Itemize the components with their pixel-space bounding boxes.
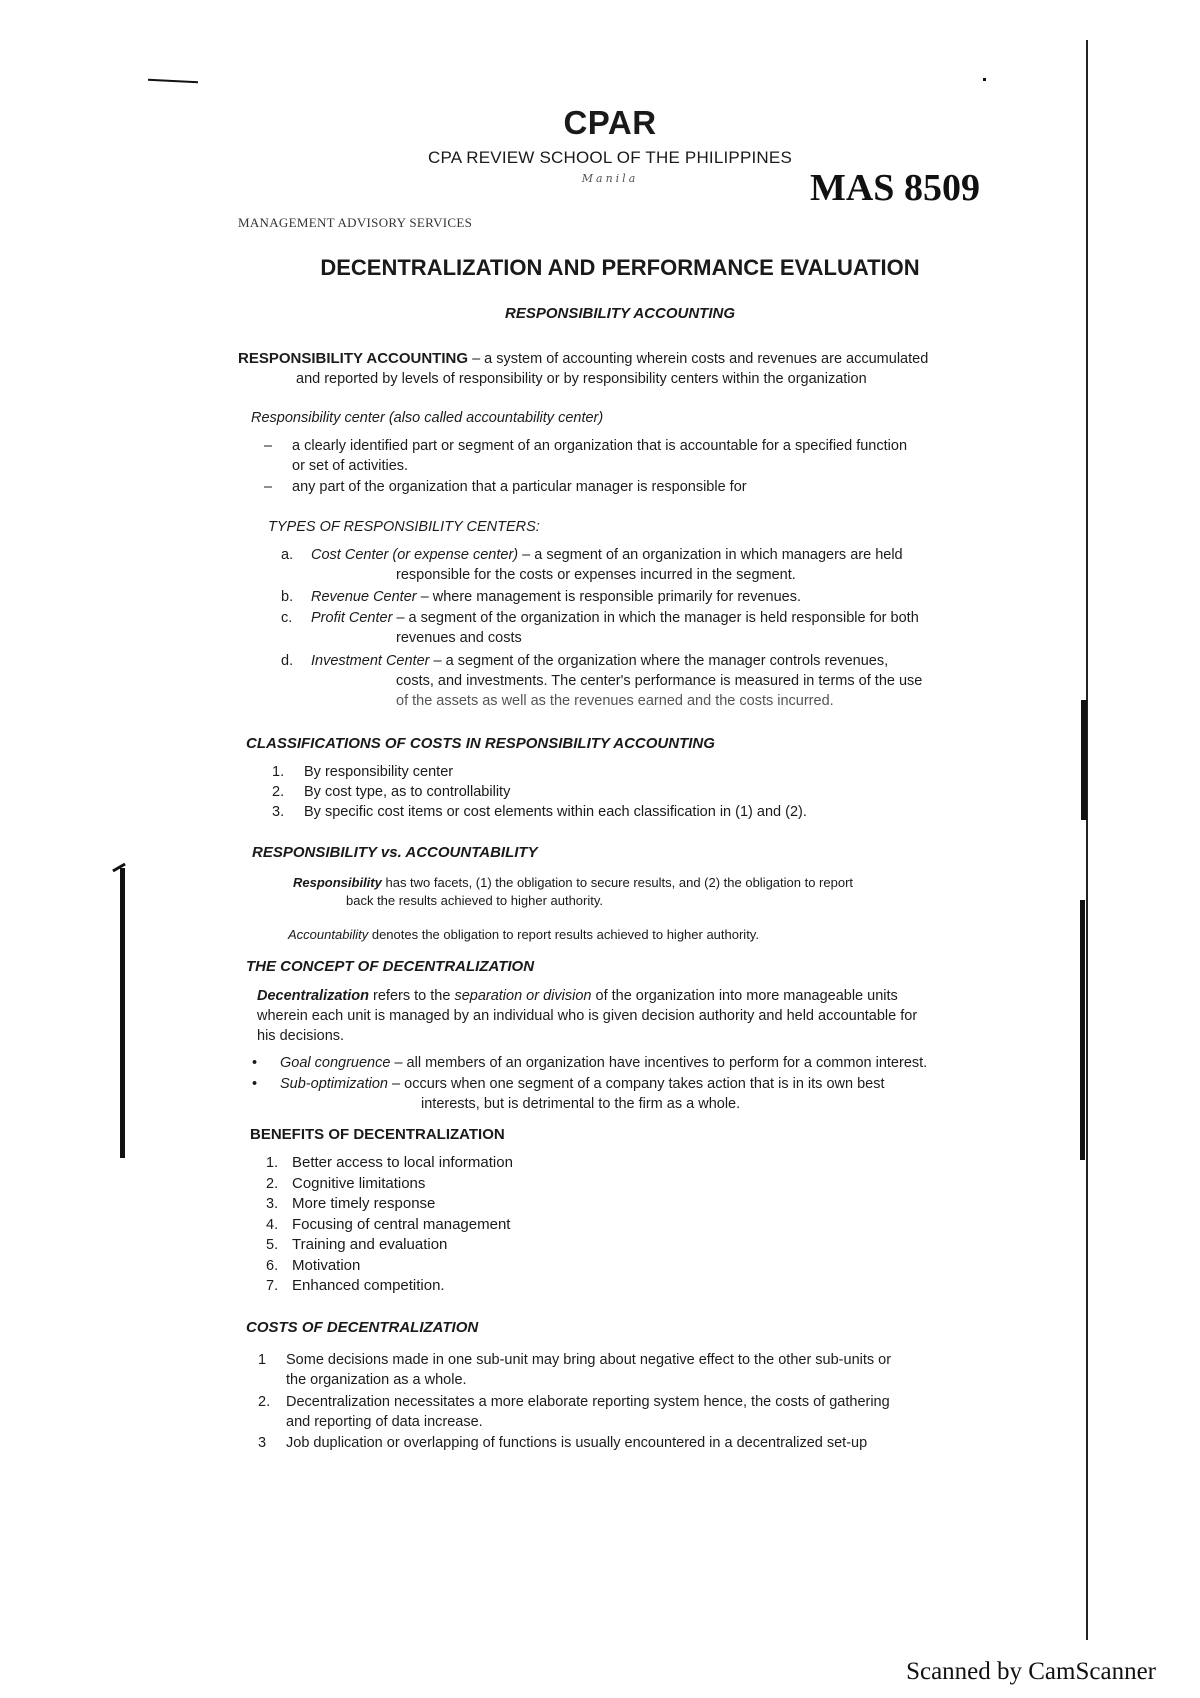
type-item-profit-center	[281, 608, 919, 648]
dash-marker: –	[264, 479, 273, 495]
list-item: 3. By specific cost items or cost elements within each classification in (1) and (2).	[272, 804, 807, 820]
type-desc: – a segment of the organization in which the manager is held responsible for both	[396, 610, 919, 626]
type-letter: b.	[281, 589, 294, 605]
responsibility-definition-cont: back the results achieved to higher authority.	[346, 893, 604, 908]
list-item: 4. Focusing of central management	[266, 1215, 511, 1233]
type-desc-cont: responsible for the costs or expenses incurred in the segment.	[396, 567, 796, 583]
resp-center-heading: Responsibility center (also called accountability center)	[251, 410, 604, 426]
responsibility-definition: Responsibility has two facets, (1) the obligation to secure results, and (2) the obligation to report	[293, 875, 854, 890]
list-item: 5. Training and evaluation	[266, 1236, 448, 1253]
definition-line-1	[238, 349, 998, 369]
list-item: 2. Cognitive limitations	[266, 1174, 426, 1192]
scan-edge-right-bold-2	[1080, 900, 1085, 1160]
scan-dot	[983, 78, 986, 81]
definition-line-2: and reported by levels of responsibility or by responsibility centers within the organization	[296, 371, 867, 387]
type-desc: – a segment of an organization in which managers are held	[522, 547, 903, 563]
dash-marker: –	[264, 438, 273, 454]
classifications-heading: CLASSIFICATIONS OF COSTS IN RESPONSIBILITY ACCOUNTING	[246, 735, 715, 752]
concept-bullet-sub-optimization: • Sub-optimization – occurs when one segment of a company takes action that is in its own best	[252, 1076, 885, 1092]
bullet-icon: •	[252, 1076, 258, 1092]
resp-center-item	[264, 436, 907, 476]
type-desc: – a segment of the organization where the manager controls revenues,	[433, 653, 889, 669]
subject-label: MANAGEMENT ADVISORY SERVICES	[238, 215, 473, 230]
accountability-term: Accountability	[288, 927, 369, 942]
accountability-definition: Accountability denotes the obligation to report results achieved to higher authority.	[288, 927, 759, 942]
responsibility-term: Responsibility	[293, 875, 382, 890]
classifications-list	[272, 762, 807, 822]
type-term: Cost Center (or expense center)	[311, 547, 519, 563]
type-term: Revenue Center	[311, 589, 417, 605]
decentralization-term: Decentralization	[257, 988, 369, 1004]
type-desc: – where management is responsible primarily for revenues.	[420, 589, 802, 605]
scanner-watermark: Scanned by CamScanner	[906, 1658, 1156, 1685]
definition-text: – a system of accounting wherein costs and revenues are accumulated	[472, 351, 929, 367]
cost-item: 3 Job duplication or overlapping of functions is usually encountered in a decentralized set-up	[258, 1435, 868, 1451]
resp-center-item-1-line-1: a clearly identified part or segment of an organization that is accountable for a specified function	[292, 438, 908, 454]
type-term: Profit Center	[311, 610, 393, 626]
section-subtitle: RESPONSIBILITY ACCOUNTING	[504, 305, 736, 322]
type-letter: a.	[281, 547, 294, 563]
bullet-icon: •	[252, 1055, 258, 1071]
org-name: CPAR	[563, 104, 657, 141]
type-letter: c.	[281, 610, 293, 626]
benefits-list	[266, 1153, 513, 1297]
scan-mark-left-margin	[120, 868, 125, 1158]
resp-center-item-1-line-2: or set of activities.	[292, 458, 409, 474]
scan-edge-right-bold	[1081, 700, 1087, 820]
type-desc-cont: costs, and investments. The center's performance is measured in terms of the use	[396, 673, 923, 689]
type-desc-cont: revenues and costs	[396, 630, 522, 646]
list-item: 1. Better access to local information	[266, 1154, 513, 1171]
concept-heading: THE CONCEPT OF DECENTRALIZATION	[246, 958, 535, 975]
list-item: 7. Enhanced competition.	[266, 1277, 445, 1294]
school-name: CPA REVIEW SCHOOL OF THE PHILIPPINES	[428, 148, 792, 167]
concept-bullet-sub-optimization-cont: interests, but is detrimental to the firm as a whole.	[421, 1096, 741, 1112]
resp-center-item	[264, 477, 747, 497]
type-term: Investment Center	[311, 653, 430, 669]
concept-bullet-goal-congruence: • Goal congruence – all members of an organization have incentives to perform for a common interest.	[252, 1055, 928, 1071]
definition-term: RESPONSIBILITY ACCOUNTING	[238, 350, 469, 367]
type-item-cost-center	[281, 545, 1001, 585]
resp-vs-acct-heading: RESPONSIBILITY vs. ACCOUNTABILITY	[252, 844, 538, 861]
type-item-investment-center	[281, 651, 922, 711]
benefits-heading: BENEFITS OF DECENTRALIZATION	[250, 1126, 505, 1143]
concept-line-3: his decisions.	[257, 1028, 345, 1044]
cost-item: 1 Some decisions made in one sub-unit may bring about negative effect to the other sub-units or the organization as a whole.	[258, 1352, 892, 1388]
types-heading: TYPES OF RESPONSIBILITY CENTERS:	[268, 519, 540, 535]
city: Manila	[581, 172, 639, 185]
list-item: 6. Motivation	[266, 1256, 361, 1274]
scan-mark-top-left	[148, 79, 198, 84]
page-title: DECENTRALIZATION AND PERFORMANCE EVALUATION	[320, 255, 920, 280]
type-item-revenue-center	[281, 587, 801, 607]
cost-item: 2. Decentralization necessitates a more elaborate reporting system hence, the costs of gathering and reporting of data increase.	[258, 1394, 890, 1430]
handout-code: MAS 8509	[810, 167, 980, 209]
list-item: 3. More timely response	[266, 1195, 436, 1212]
type-letter: d.	[281, 653, 294, 669]
list-item: 1. By responsibility center	[272, 764, 454, 780]
list-item: 2. By cost type, as to controllability	[272, 784, 511, 800]
concept-line-2: wherein each unit is managed by an individual who is given decision authority and held accountable for	[257, 1008, 918, 1024]
type-desc-cont: of the assets as well as the revenues earned and the costs incurred.	[396, 693, 834, 709]
concept-line-1: Decentralization refers to the separation or division of the organization into more manageable units	[257, 988, 898, 1004]
costs-heading: COSTS OF DECENTRALIZATION	[246, 1319, 479, 1336]
resp-center-item-2-line-1: any part of the organization that a particular manager is responsible for	[292, 479, 747, 495]
